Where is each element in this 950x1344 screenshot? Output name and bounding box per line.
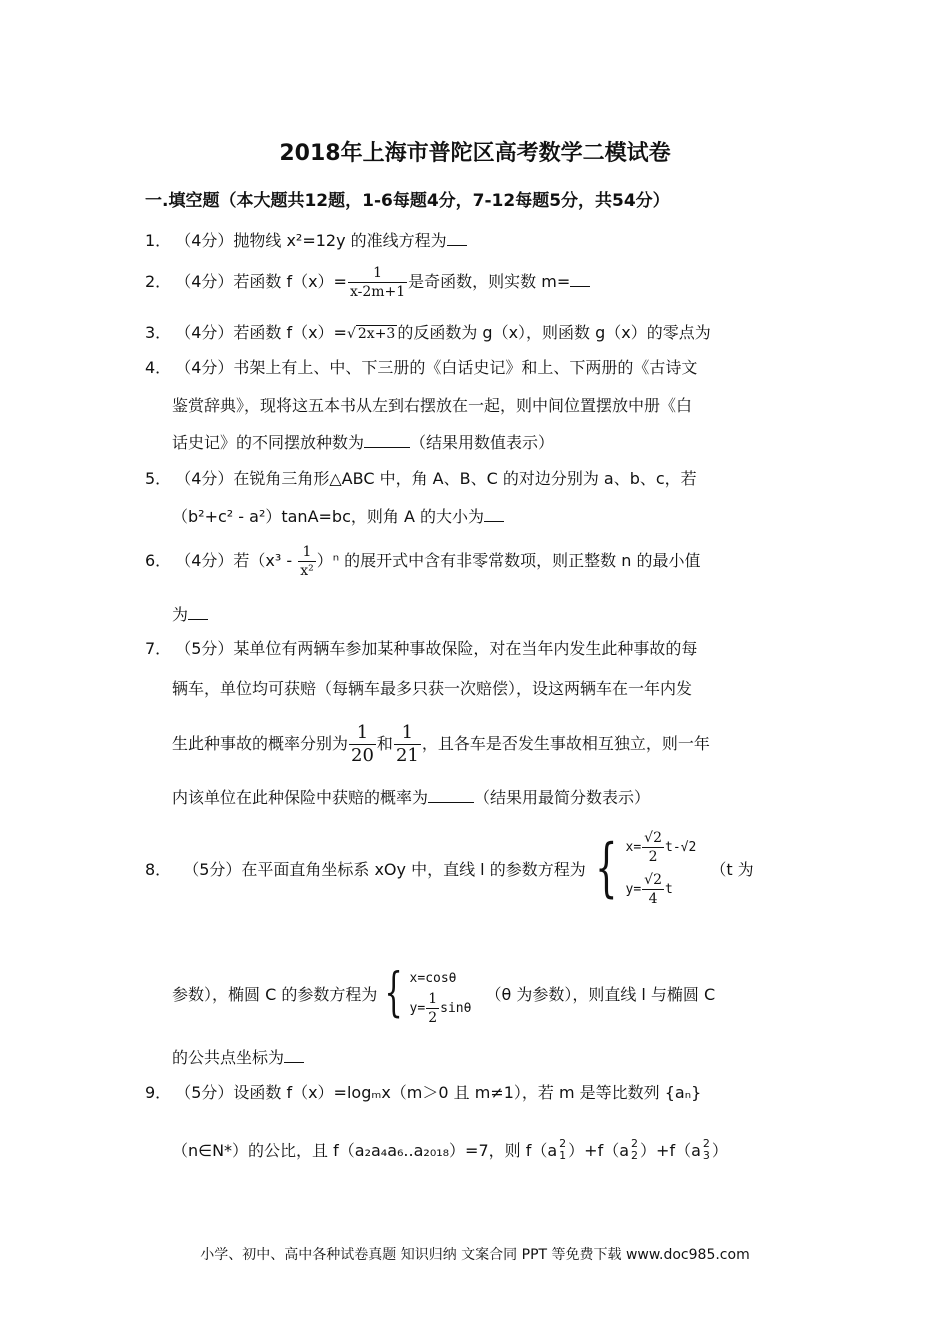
question-number: 7． xyxy=(145,639,172,658)
question-text: （b²+c² - a²）tanA=bc，则角 A 的大小为 xyxy=(172,507,484,526)
question-number: 3． xyxy=(145,323,172,342)
question-text: 参数），椭圆 C 的参数方程为 xyxy=(172,984,378,1004)
denominator: 21 xyxy=(395,745,419,766)
question-text-cont: （t 为 xyxy=(710,859,754,879)
answer-blank xyxy=(484,507,504,522)
answer-blank xyxy=(364,433,410,448)
denominator: x² xyxy=(300,563,314,579)
numerator: √2 xyxy=(644,829,662,846)
answer-blank xyxy=(447,231,467,246)
question-4-line-3 xyxy=(172,430,554,453)
denominator: 20 xyxy=(351,745,374,766)
subscript: 3 xyxy=(702,1148,710,1162)
question-2 xyxy=(145,266,590,299)
question-text-cont: （θ 为参数），则直线 l 与椭圆 C xyxy=(485,984,716,1004)
question-text-cont: （结果用数值表示） xyxy=(410,433,555,452)
question-7 xyxy=(145,636,697,659)
question-text: （n∈N*）的公比，且 f（a₂a₄a₆..a₂₀₁₈）=7，则 f（a xyxy=(172,1141,558,1161)
question-8 xyxy=(145,818,754,918)
subscript: 1 xyxy=(559,1148,567,1162)
answer-blank xyxy=(570,272,590,287)
eq-lhs: x= xyxy=(625,839,642,855)
fraction xyxy=(642,831,664,864)
question-text: （5分）某单位有两辆车参加某种事故保险，对在当年内发生此种事故的每 xyxy=(183,639,698,658)
question-text: ）+f（a xyxy=(640,1141,701,1161)
answer-blank xyxy=(428,788,474,803)
question-text: 话史记》的不同摆放种数为 xyxy=(172,433,365,452)
page-title: 2018年上海市普陀区高考数学二模试卷 xyxy=(279,141,671,166)
question-9-line-2 xyxy=(172,1138,728,1161)
brace: { xyxy=(594,831,618,905)
square-root: √ 2x+3 xyxy=(346,326,396,342)
question-text-cont: 的反函数为 g（x），则函数 g（x）的零点为 xyxy=(397,323,711,342)
question-number: 9． xyxy=(145,1083,172,1102)
subscript: 2 xyxy=(631,1148,639,1162)
radicand: 2x+3 xyxy=(357,326,396,342)
equation-rows xyxy=(626,826,697,910)
question-5-line-2 xyxy=(172,504,504,527)
superscript: 2 xyxy=(631,1137,639,1150)
question-4 xyxy=(145,355,697,378)
equation-row: x=cosθ xyxy=(409,970,457,986)
fraction xyxy=(298,545,316,578)
eq-rhs: sinθ xyxy=(440,1000,472,1016)
question-text: （5分）设函数 f（x）=logₘx（m＞0 且 m≠1），若 m 是等比数列 {aₙ} xyxy=(183,1083,702,1102)
question-text: （4分）若函数 f（x）= xyxy=(183,323,347,342)
equation-rows xyxy=(409,963,472,1026)
denominator: 4 xyxy=(642,889,664,906)
denominator: 2 xyxy=(642,847,664,864)
denominator: 2 xyxy=(428,1009,438,1026)
superscript: 2 xyxy=(702,1137,710,1150)
eq-rhs: t xyxy=(665,881,673,897)
question-text: 为 xyxy=(172,605,189,624)
brace: { xyxy=(384,963,404,1023)
sub-sup-stack xyxy=(559,1138,566,1161)
question-number: 8． xyxy=(145,859,172,879)
question-text: 内该单位在此种保险中获赔的概率为 xyxy=(172,788,429,807)
equation-row xyxy=(409,990,472,1026)
question-6-line-2 xyxy=(172,602,208,625)
question-9 xyxy=(145,1080,701,1103)
equation-system xyxy=(586,826,697,910)
question-number: 4． xyxy=(145,358,172,377)
eq-lhs: y= xyxy=(409,1000,426,1016)
question-text: （4分）在锐角三角形△ABC 中，角 A、B、C 的对边分别为 a、b、c，若 xyxy=(183,469,697,488)
question-text: （4分）书架上有上、中、下三册的《白话史记》和上、下两册的《古诗文 xyxy=(183,358,698,377)
question-text-cont: （结果用最简分数表示） xyxy=(474,788,651,807)
question-number: 1． xyxy=(145,231,172,250)
question-6 xyxy=(145,545,701,578)
equation-row xyxy=(626,826,697,868)
question-text: （5分）在平面直角坐标系 xOy 中，直线 l 的参数方程为 xyxy=(183,859,586,879)
question-7-line-3 xyxy=(172,724,710,765)
fraction xyxy=(349,724,376,765)
numerator: 1 xyxy=(401,722,414,743)
fraction xyxy=(394,724,421,765)
question-number: 5． xyxy=(145,469,172,488)
question-text: 生此种事故的概率分别为 xyxy=(172,734,349,753)
question-text: （4分）抛物线 x²=12y 的准线方程为 xyxy=(183,231,447,250)
equation-row xyxy=(626,868,697,910)
question-3 xyxy=(145,320,711,343)
question-1 xyxy=(145,228,467,251)
section-heading: 一.填空题（本大题共12题，1-6每题4分，7-12每题5分，共54分） xyxy=(145,191,670,211)
question-number: 2． xyxy=(145,272,172,291)
eq-lhs: y= xyxy=(625,881,642,897)
question-text: （4分）若（x³ - xyxy=(183,551,298,570)
numerator: √2 xyxy=(644,871,662,888)
answer-blank xyxy=(188,605,208,620)
equation-system xyxy=(377,963,472,1026)
question-4-line-2: 鉴赏辞典》，现将这五本书从左到右摆放在一起，则中间位置摆放中册《白 xyxy=(172,396,693,415)
question-text: 和 xyxy=(376,734,393,753)
superscript: 2 xyxy=(559,1137,567,1150)
question-text-cont: ，且各车是否发生事故相互独立，则一年 xyxy=(421,734,710,753)
eq-rhs: t-√2 xyxy=(665,839,697,855)
answer-blank xyxy=(284,1048,304,1063)
numerator: 1 xyxy=(356,722,369,743)
question-text: ） xyxy=(711,1141,728,1161)
numerator: 1 xyxy=(373,265,383,281)
fraction xyxy=(348,266,407,299)
question-number: 6． xyxy=(145,551,172,570)
question-text: 的公共点坐标为 xyxy=(172,1048,285,1067)
fraction xyxy=(426,992,439,1025)
question-7-line-4 xyxy=(172,785,650,808)
question-text-cont: ）ⁿ 的展开式中含有非零常数项，则正整数 n 的最小值 xyxy=(316,551,701,570)
question-8-line-2 xyxy=(172,955,715,1031)
sub-sup-stack xyxy=(631,1138,638,1161)
question-7-line-2: 辆车，单位均可获赔（每辆车最多只获一次赔偿），设这两辆车在一年内发 xyxy=(172,679,693,698)
question-5 xyxy=(145,466,697,489)
page-footer: 小学、初中、高中各种试卷真题 知识归纳 文案合同 PPT 等免费下载 www.doc985.com xyxy=(200,1247,750,1263)
question-8-line-3 xyxy=(172,1045,304,1068)
question-text-cont: 是奇函数，则实数 m= xyxy=(408,272,571,291)
numerator: 1 xyxy=(302,544,312,560)
fraction xyxy=(642,873,664,906)
question-text: ）+f（a xyxy=(568,1141,630,1161)
question-text: （4分）若函数 f（x）= xyxy=(183,272,347,291)
numerator: 1 xyxy=(428,990,438,1007)
denominator: x-2m+1 xyxy=(349,284,406,300)
sub-sup-stack xyxy=(703,1138,710,1161)
